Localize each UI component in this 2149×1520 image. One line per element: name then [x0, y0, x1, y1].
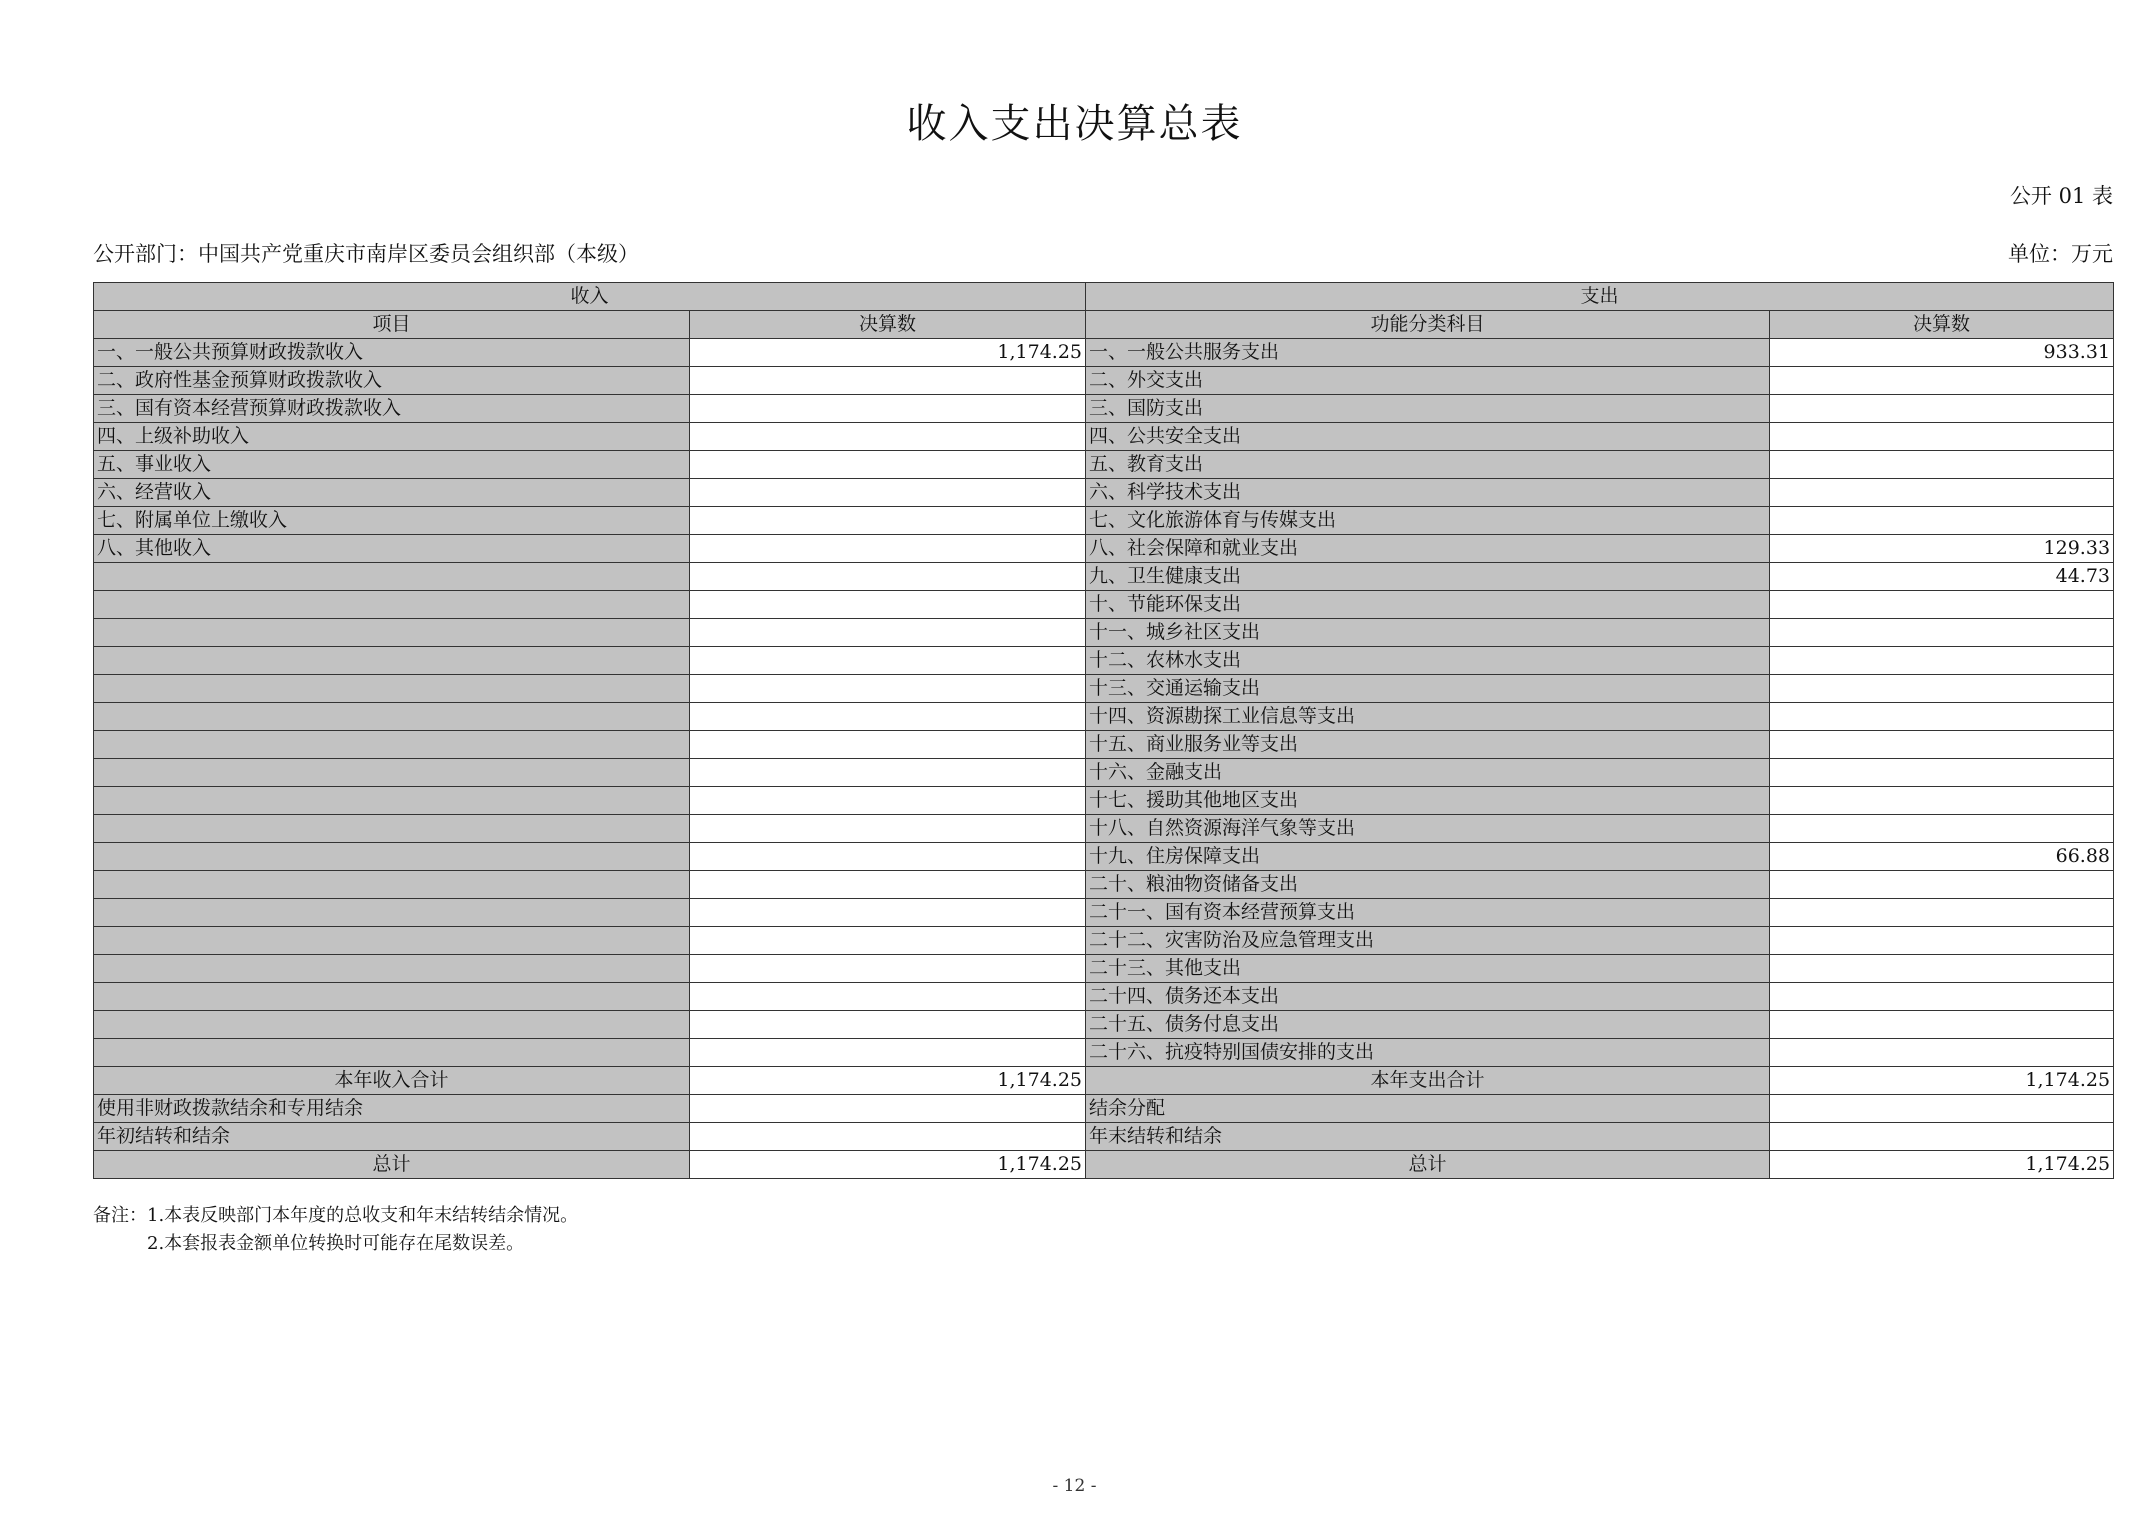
expense-item-cell: 二十一、国有资本经营预算支出 — [1086, 899, 1770, 927]
expense-amount-cell — [1770, 423, 2114, 451]
income-amount-cell — [690, 955, 1086, 983]
income-amount-cell — [690, 899, 1086, 927]
income-item-cell: 七、附属单位上缴收入 — [94, 507, 690, 535]
income-amount-cell: 1,174.25 — [690, 339, 1086, 367]
expense-item-cell: 十、节能环保支出 — [1086, 591, 1770, 619]
income-item-cell — [94, 899, 690, 927]
expense-item-cell: 七、文化旅游体育与传媒支出 — [1086, 507, 1770, 535]
income-item-cell — [94, 983, 690, 1011]
expense-item-cell: 四、公共安全支出 — [1086, 423, 1770, 451]
department-label: 公开部门：中国共产党重庆市南岸区委员会组织部（本级） — [93, 242, 639, 266]
expense-amount-cell — [1770, 591, 2114, 619]
expense-item-cell: 年末结转和结余 — [1086, 1123, 1770, 1151]
expense-amount-cell — [1770, 675, 2114, 703]
table-row — [94, 339, 2114, 367]
expense-item-cell: 九、卫生健康支出 — [1086, 563, 1770, 591]
income-amount-cell — [690, 367, 1086, 395]
col-header-func: 功能分类科目 — [1086, 311, 1770, 339]
expense-amount-cell — [1770, 787, 2114, 815]
expense-item-cell: 总计 — [1086, 1151, 1770, 1179]
income-expense-table — [93, 282, 2114, 1179]
expense-amount-cell — [1770, 899, 2114, 927]
income-amount-cell — [690, 675, 1086, 703]
expense-item-cell: 二、外交支出 — [1086, 367, 1770, 395]
notes — [93, 1202, 578, 1258]
grand-total-row — [94, 1151, 2114, 1179]
expense-amount-cell — [1770, 815, 2114, 843]
table-row — [94, 1011, 2114, 1039]
expense-item-cell: 十九、住房保障支出 — [1086, 843, 1770, 871]
note-1: 备注：1.本表反映部门本年度的总收支和年末结转结余情况。 — [93, 1205, 579, 1226]
expense-amount-cell — [1770, 703, 2114, 731]
income-item-cell — [94, 1011, 690, 1039]
expense-item-cell: 六、科学技术支出 — [1086, 479, 1770, 507]
expense-amount-cell: 1,174.25 — [1770, 1067, 2114, 1095]
income-item-cell — [94, 619, 690, 647]
income-amount-cell — [690, 1011, 1086, 1039]
income-amount-cell — [690, 1095, 1086, 1123]
expense-item-cell: 十二、农林水支出 — [1086, 647, 1770, 675]
income-amount-cell — [690, 563, 1086, 591]
expense-amount-cell — [1770, 927, 2114, 955]
income-amount-cell — [690, 787, 1086, 815]
expense-amount-cell — [1770, 871, 2114, 899]
expense-item-cell: 三、国防支出 — [1086, 395, 1770, 423]
expense-item-cell: 二十六、抗疫特别国债安排的支出 — [1086, 1039, 1770, 1067]
table-row — [94, 591, 2114, 619]
form-number: 公开 01 表 — [2009, 184, 2113, 208]
expense-item-cell: 二十、粮油物资储备支出 — [1086, 871, 1770, 899]
table-row — [94, 787, 2114, 815]
table-row — [94, 507, 2114, 535]
income-item-cell — [94, 563, 690, 591]
income-item-cell: 五、事业收入 — [94, 451, 690, 479]
table-row — [94, 647, 2114, 675]
expense-amount-cell — [1770, 1011, 2114, 1039]
income-item-cell — [94, 731, 690, 759]
income-item-cell — [94, 871, 690, 899]
table-row — [94, 899, 2114, 927]
expense-item-cell: 结余分配 — [1086, 1095, 1770, 1123]
income-item-cell — [94, 927, 690, 955]
income-section-header: 收入 — [94, 283, 1086, 311]
expense-item-cell: 十四、资源勘探工业信息等支出 — [1086, 703, 1770, 731]
expense-amount-cell — [1770, 955, 2114, 983]
income-item-cell — [94, 1039, 690, 1067]
expense-amount-cell — [1770, 1123, 2114, 1151]
income-amount-cell — [690, 507, 1086, 535]
table-row — [94, 843, 2114, 871]
income-amount-cell — [690, 535, 1086, 563]
col-header-amount2: 决算数 — [1770, 311, 2114, 339]
table-row — [94, 815, 2114, 843]
expense-amount-cell — [1770, 1039, 2114, 1067]
expense-item-cell: 八、社会保障和就业支出 — [1086, 535, 1770, 563]
table-row — [94, 927, 2114, 955]
income-item-cell — [94, 955, 690, 983]
table-row — [94, 367, 2114, 395]
income-amount-cell — [690, 815, 1086, 843]
income-amount-cell — [690, 423, 1086, 451]
expense-amount-cell — [1770, 367, 2114, 395]
income-amount-cell — [690, 927, 1086, 955]
expense-section-header: 支出 — [1086, 283, 2114, 311]
expense-item-cell: 二十三、其他支出 — [1086, 955, 1770, 983]
income-amount-cell — [690, 647, 1086, 675]
income-item-cell: 四、上级补助收入 — [94, 423, 690, 451]
expense-item-cell: 二十四、债务还本支出 — [1086, 983, 1770, 1011]
table-row — [94, 563, 2114, 591]
table-row — [94, 731, 2114, 759]
income-item-cell: 年初结转和结余 — [94, 1123, 690, 1151]
table-row — [94, 759, 2114, 787]
expense-item-cell: 十八、自然资源海洋气象等支出 — [1086, 815, 1770, 843]
expense-amount-cell — [1770, 731, 2114, 759]
expense-amount-cell — [1770, 759, 2114, 787]
col-header-amount: 决算数 — [690, 311, 1086, 339]
expense-amount-cell — [1770, 1095, 2114, 1123]
expense-amount-cell — [1770, 451, 2114, 479]
page-title: 收入支出决算总表 — [906, 101, 1243, 147]
income-item-cell — [94, 703, 690, 731]
expense-item-cell: 二十五、债务付息支出 — [1086, 1011, 1770, 1039]
expense-amount-cell: 933.31 — [1770, 339, 2114, 367]
table-row — [94, 1039, 2114, 1067]
income-amount-cell — [690, 843, 1086, 871]
income-amount-cell — [690, 703, 1086, 731]
income-item-cell — [94, 591, 690, 619]
income-amount-cell — [690, 759, 1086, 787]
expense-amount-cell — [1770, 507, 2114, 535]
expense-amount-cell: 1,174.25 — [1770, 1151, 2114, 1179]
income-item-cell — [94, 675, 690, 703]
expense-amount-cell: 44.73 — [1770, 563, 2114, 591]
income-amount-cell — [690, 871, 1086, 899]
note-2: 2.本套报表金额单位转换时可能存在尾数误差。 — [147, 1233, 525, 1254]
income-amount-cell — [690, 591, 1086, 619]
income-amount-cell — [690, 479, 1086, 507]
column-header-row — [94, 311, 2114, 339]
income-item-cell — [94, 759, 690, 787]
expense-item-cell: 二十二、灾害防治及应急管理支出 — [1086, 927, 1770, 955]
table-row — [94, 535, 2114, 563]
expense-amount-cell: 129.33 — [1770, 535, 2114, 563]
table-row — [94, 1123, 2114, 1151]
income-amount-cell: 1,174.25 — [690, 1151, 1086, 1179]
expense-amount-cell — [1770, 479, 2114, 507]
expense-item-cell: 十三、交通运输支出 — [1086, 675, 1770, 703]
income-item-cell — [94, 815, 690, 843]
expense-amount-cell — [1770, 983, 2114, 1011]
table-row — [94, 955, 2114, 983]
table-row — [94, 675, 2114, 703]
expense-item-cell: 十七、援助其他地区支出 — [1086, 787, 1770, 815]
unit-label: 单位：万元 — [2008, 242, 2113, 266]
income-amount-cell — [690, 731, 1086, 759]
table-row — [94, 871, 2114, 899]
table-row — [94, 1095, 2114, 1123]
table-row — [94, 395, 2114, 423]
income-amount-cell — [690, 1039, 1086, 1067]
year-total-row — [94, 1067, 2114, 1095]
expense-item-cell: 十五、商业服务业等支出 — [1086, 731, 1770, 759]
income-item-cell — [94, 647, 690, 675]
table-row — [94, 619, 2114, 647]
income-item-cell: 使用非财政拨款结余和专用结余 — [94, 1095, 690, 1123]
expense-amount-cell — [1770, 395, 2114, 423]
table-row — [94, 983, 2114, 1011]
income-amount-cell: 1,174.25 — [690, 1067, 1086, 1095]
expense-item-cell: 十六、金融支出 — [1086, 759, 1770, 787]
income-item-cell: 三、国有资本经营预算财政拨款收入 — [94, 395, 690, 423]
income-amount-cell — [690, 983, 1086, 1011]
expense-item-cell: 五、教育支出 — [1086, 451, 1770, 479]
expense-amount-cell — [1770, 619, 2114, 647]
table-row — [94, 703, 2114, 731]
income-item-cell — [94, 843, 690, 871]
income-item-cell: 八、其他收入 — [94, 535, 690, 563]
expense-amount-cell — [1770, 647, 2114, 675]
income-item-cell: 二、政府性基金预算财政拨款收入 — [94, 367, 690, 395]
expense-item-cell: 一、一般公共服务支出 — [1086, 339, 1770, 367]
col-header-item: 项目 — [94, 311, 690, 339]
income-item-cell: 六、经营收入 — [94, 479, 690, 507]
income-item-cell: 总计 — [94, 1151, 690, 1179]
table-row — [94, 451, 2114, 479]
income-amount-cell — [690, 1123, 1086, 1151]
income-item-cell: 本年收入合计 — [94, 1067, 690, 1095]
income-item-cell — [94, 787, 690, 815]
table-body — [94, 283, 2114, 1179]
expense-amount-cell: 66.88 — [1770, 843, 2114, 871]
table-row — [94, 479, 2114, 507]
page-number: - 12 - — [1052, 1476, 1097, 1496]
income-amount-cell — [690, 451, 1086, 479]
income-amount-cell — [690, 619, 1086, 647]
section-header-row — [94, 283, 2114, 311]
table-row — [94, 423, 2114, 451]
income-amount-cell — [690, 395, 1086, 423]
expense-item-cell: 本年支出合计 — [1086, 1067, 1770, 1095]
expense-item-cell: 十一、城乡社区支出 — [1086, 619, 1770, 647]
income-item-cell: 一、一般公共预算财政拨款收入 — [94, 339, 690, 367]
